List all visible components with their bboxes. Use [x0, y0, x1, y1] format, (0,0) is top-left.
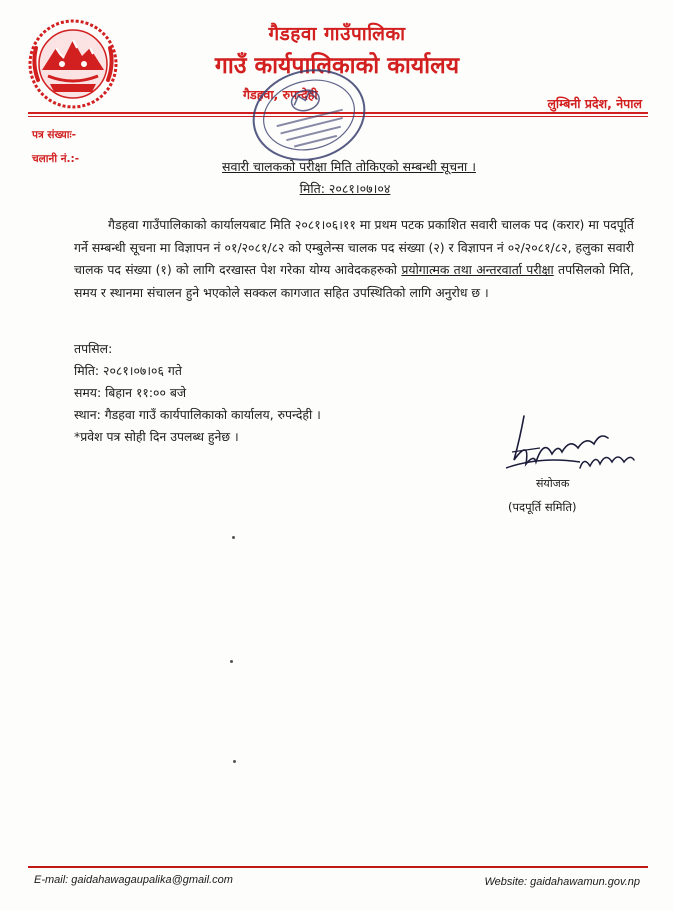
signer-role: संयोजक	[536, 477, 570, 490]
schedule-heading: तपसिल:	[74, 341, 113, 356]
notice-date: मिति: २०८१।०७।०४	[299, 181, 391, 196]
office-stamp-seal	[247, 62, 371, 168]
municipality-name: गैडहवा गाउँपालिका	[268, 23, 406, 45]
office-address: गैडहवा, रुपन्देही	[243, 87, 318, 102]
footer-email: E-mail: gaidahawagaupalika@gmail.com	[34, 874, 233, 886]
schedule-date: मिति: २०८१।०७।०६ गते	[74, 363, 182, 378]
footer-website: Website: gaidahawamun.gov.np	[484, 876, 640, 888]
handwritten-signature	[500, 408, 640, 488]
notice-body	[74, 214, 634, 304]
schedule-time: समय: बिहान ११:०० बजे	[74, 385, 187, 400]
footer-divider	[28, 866, 648, 868]
dispatch-number-label: चलानी नं.:-	[32, 153, 80, 165]
body-text-part-1: गैडहवा गाउँपालिकाको कार्यालयबाट मिति २०८१।०६।११ मा प्रथम पटक प्रकाशित सवारी चालक पद (करार) मा पदपूर्ति गर्ने सम्बन्धी सूचना मा विज्ञापन नं ०१/२०८१/८२ को एम्बुलेन्स चालक पद संख्या (२) र विज्ञापन नं ०२/२०८१/८२, हलुका सवारी चालक पद संख्या (१) को लागि दरखास्त पेश गरेका योग्य आवेदकहरुको	[74, 217, 634, 277]
stray-mark	[233, 760, 236, 763]
reference-number-label: पत्र संख्याः-	[32, 129, 76, 141]
signer-committee: (पदपूर्ति समिति)	[508, 500, 577, 514]
admit-card-note: *प्रवेश पत्र सोही दिन उपलब्ध हुनेछ ।	[74, 429, 239, 444]
office-name: गाउँ कार्यपालिकाको कार्यालय	[214, 53, 460, 79]
schedule-place: स्थान: गैडहवा गाउँ कार्यपालिकाको कार्यालय, रुपन्देही ।	[74, 407, 321, 422]
stray-mark	[232, 536, 235, 539]
stray-mark	[230, 660, 233, 663]
exam-type-underlined: प्रयोगात्मक तथा अन्तरवार्ता परीक्षा	[401, 262, 554, 277]
province-label: लुम्बिनी प्रदेश, नेपाल	[547, 96, 642, 111]
body-text-part-2: तपसिलको मिति, समय र स्थानमा संचालन हुने भएकोले सक्कल कागजात सहित उपस्थितिको लागि अनुरोध छ ।	[74, 262, 635, 300]
notice-subject: सवारी चालकको परीक्षा मिति तोकिएको सम्बन्धी सूचना ।	[222, 159, 476, 174]
schedule-details	[74, 338, 321, 448]
